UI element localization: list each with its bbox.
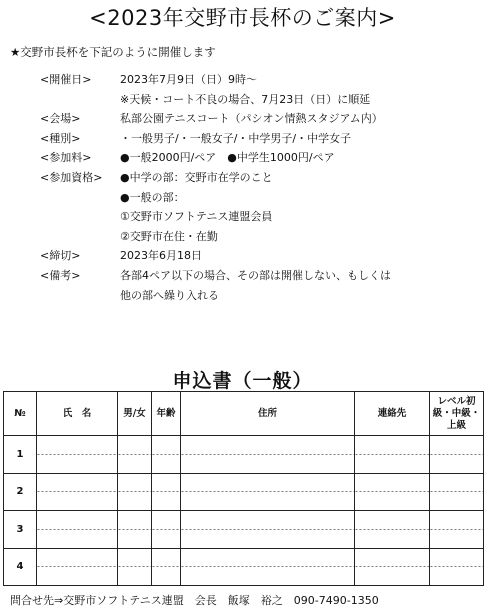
level-cell[interactable] xyxy=(430,511,484,549)
header-no: № xyxy=(4,392,37,436)
info-key: <参加料> xyxy=(40,151,92,165)
contact-cell[interactable] xyxy=(355,548,430,586)
info-row xyxy=(40,129,391,149)
info-row xyxy=(40,266,391,286)
age-cell[interactable] xyxy=(152,436,181,474)
age-cell[interactable] xyxy=(152,548,181,586)
info-key: <参加資格> xyxy=(40,170,103,184)
info-value: ●一般の部： xyxy=(120,190,185,204)
info-value: ●一般2000円/ペア ●中学生1000円/ペア xyxy=(120,151,335,165)
table-header-row xyxy=(4,392,484,436)
name-cell[interactable] xyxy=(37,548,118,586)
info-key: <備考> xyxy=(40,268,81,282)
info-value: 各部4ペア以下の場合、その部は開催しない、もしくは xyxy=(120,268,391,282)
info-row xyxy=(40,207,391,227)
address-cell[interactable] xyxy=(181,436,355,474)
info-row xyxy=(40,227,391,247)
header-gender: 男/女 xyxy=(118,392,152,436)
info-value: 私部公園テニスコート（パシオン情熱スタジアム内） xyxy=(120,112,383,126)
address-cell[interactable] xyxy=(181,511,355,549)
info-value: ※天候・コート不良の場合、7月23日（日）に順延 xyxy=(120,92,371,106)
info-value: ●中学の部：交野市在学のこと xyxy=(120,170,273,184)
info-value: ①交野市ソフトテニス連盟会員 xyxy=(120,210,273,224)
info-value: ・一般男子/・一般女子/・中学男子/・中学女子 xyxy=(120,131,352,145)
application-form-title: 申込書（一般） xyxy=(172,370,313,392)
info-row xyxy=(40,286,391,306)
application-table xyxy=(3,391,484,586)
header-name: 氏 名 xyxy=(37,392,118,436)
level-cell[interactable] xyxy=(430,436,484,474)
table-row xyxy=(4,511,484,549)
age-cell[interactable] xyxy=(152,511,181,549)
header-level: レベル初級・中級・上級 xyxy=(430,392,484,436)
info-key xyxy=(40,227,120,247)
row-number: 2 xyxy=(4,473,37,511)
page-title: <2023年交野市長杯のご案内> xyxy=(89,6,396,30)
level-cell[interactable] xyxy=(430,548,484,586)
header-contact: 連絡先 xyxy=(355,392,430,436)
info-row xyxy=(40,109,391,129)
level-cell[interactable] xyxy=(430,473,484,511)
contact-cell[interactable] xyxy=(355,511,430,549)
table-row xyxy=(4,436,484,474)
row-number: 4 xyxy=(4,548,37,586)
contact-footer: 問合せ先⇒交野市ソフトテニス連盟 会長 飯塚 裕之 090-7490-1350 xyxy=(10,594,379,607)
info-row xyxy=(40,148,391,168)
event-info-list xyxy=(40,70,391,305)
age-cell[interactable] xyxy=(152,473,181,511)
info-row xyxy=(40,188,391,208)
info-key xyxy=(40,286,120,306)
header-address: 住所 xyxy=(181,392,355,436)
info-value: ②交野市在住・在勤 xyxy=(120,229,218,243)
info-key: <種別> xyxy=(40,131,81,145)
gender-cell[interactable] xyxy=(118,511,152,549)
name-cell[interactable] xyxy=(37,436,118,474)
address-cell[interactable] xyxy=(181,548,355,586)
gender-cell[interactable] xyxy=(118,436,152,474)
row-number: 1 xyxy=(4,436,37,474)
row-number: 3 xyxy=(4,511,37,549)
lead-text: ★交野市長杯を下記のように開催します xyxy=(10,45,216,59)
info-value: 2023年6月18日 xyxy=(120,249,202,263)
info-key xyxy=(40,90,120,110)
contact-cell[interactable] xyxy=(355,473,430,511)
info-row xyxy=(40,70,391,90)
address-cell[interactable] xyxy=(181,473,355,511)
info-key: <会場> xyxy=(40,112,81,126)
info-row xyxy=(40,168,391,188)
info-key xyxy=(40,207,120,227)
info-key: <開催日> xyxy=(40,73,92,86)
header-age: 年齢 xyxy=(152,392,181,436)
info-value: 他の部へ繰り入れる xyxy=(120,288,219,302)
name-cell[interactable] xyxy=(37,511,118,549)
info-key xyxy=(40,188,120,208)
info-row xyxy=(40,90,391,110)
table-row xyxy=(4,548,484,586)
table-row xyxy=(4,473,484,511)
info-key: <締切> xyxy=(40,249,81,263)
info-row xyxy=(40,246,391,266)
gender-cell[interactable] xyxy=(118,473,152,511)
gender-cell[interactable] xyxy=(118,548,152,586)
name-cell[interactable] xyxy=(37,473,118,511)
info-value: 2023年7月9日（日）9時～ xyxy=(120,73,257,86)
contact-cell[interactable] xyxy=(355,436,430,474)
